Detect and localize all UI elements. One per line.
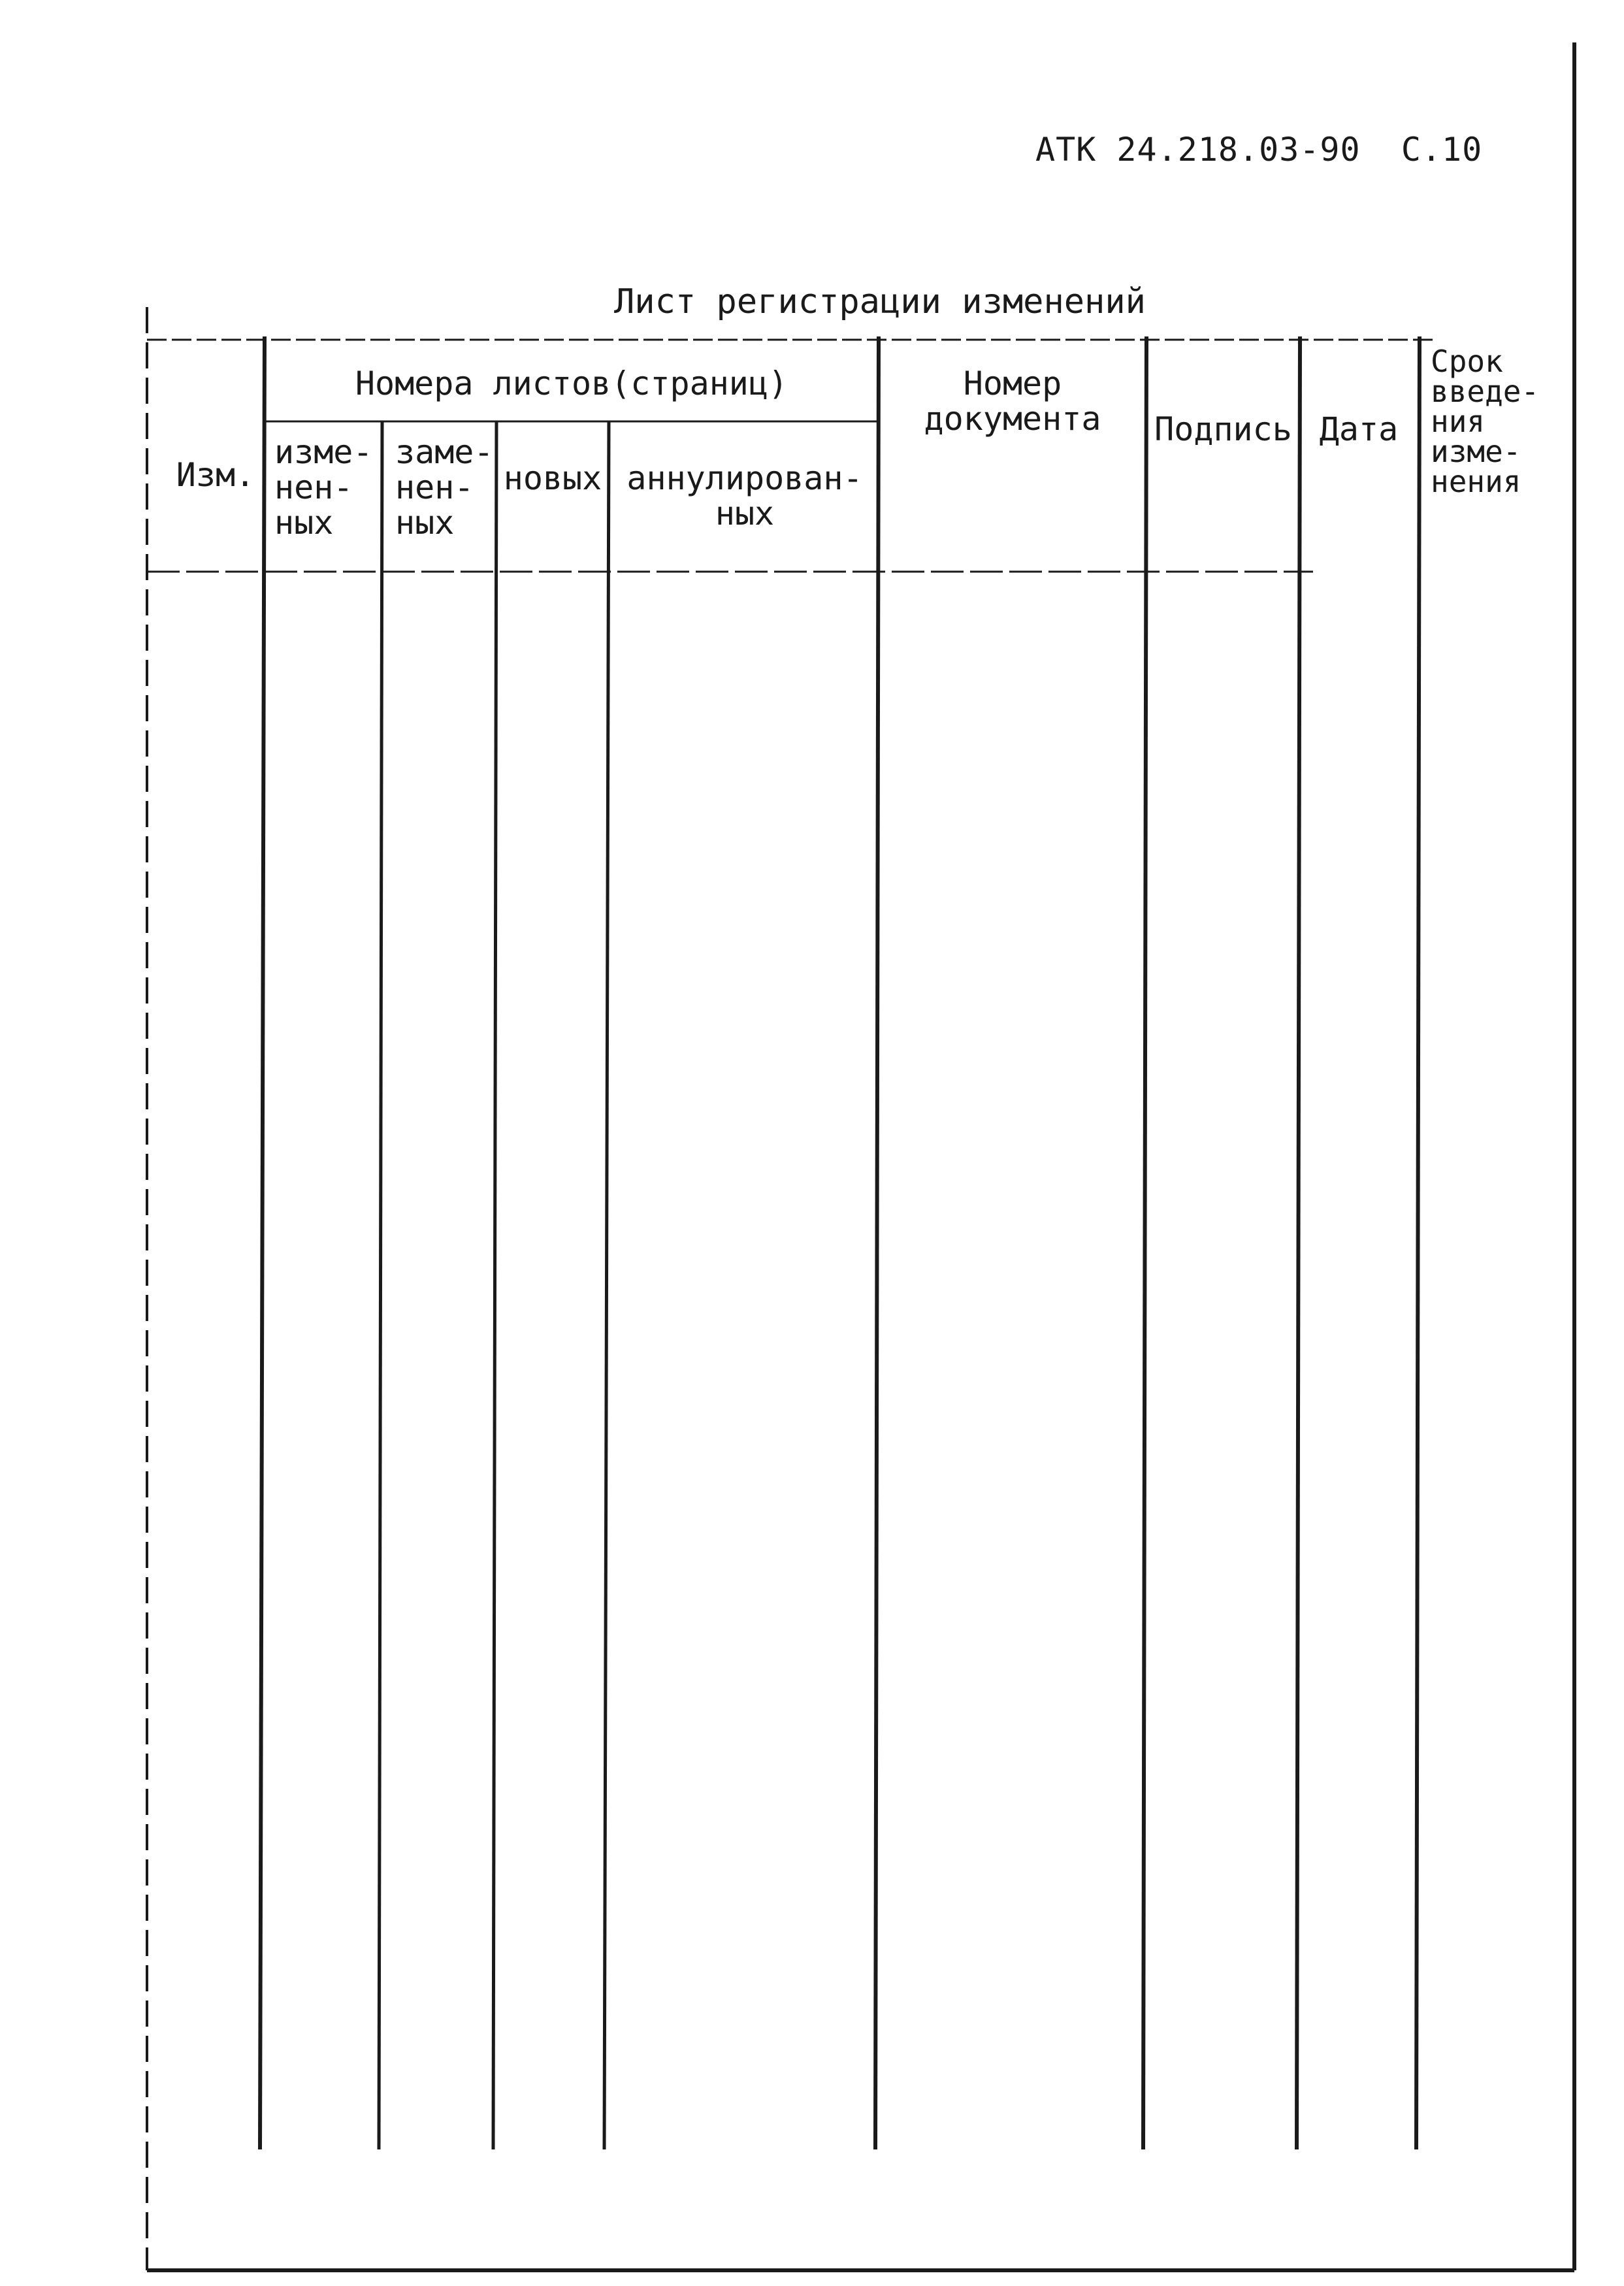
col-line-5 [875, 336, 879, 2149]
header-date: Дата [1319, 410, 1399, 448]
header-izmenennyh: изме- нен- ных [274, 433, 373, 542]
col-line-2 [379, 421, 382, 2149]
col-line-8 [1416, 336, 1420, 2149]
col-line-7 [1297, 336, 1300, 2149]
header-doc-number: Номер документа [924, 365, 1101, 438]
document-code: АТК 24.218.03-90 С.10 [1035, 131, 1483, 169]
header-sheet-numbers: Номера листов(страниц) [355, 365, 788, 402]
header-annulirovannyh: аннулирован- ных [626, 459, 863, 532]
header-izm: Изм. [176, 456, 255, 494]
header-novyh: новых [503, 459, 602, 497]
col-line-4 [604, 421, 609, 2149]
header-zamenennyh: заме- нен- ных [395, 433, 494, 542]
header-deadline: Срок введе- ния изме- нения [1431, 344, 1540, 499]
header-signature: Подпись [1154, 410, 1292, 448]
col-line-3 [493, 421, 496, 2149]
page-title: Лист регистрации изменений [614, 282, 1146, 321]
col-line-6 [1143, 336, 1146, 2149]
col-line-1 [260, 336, 265, 2149]
